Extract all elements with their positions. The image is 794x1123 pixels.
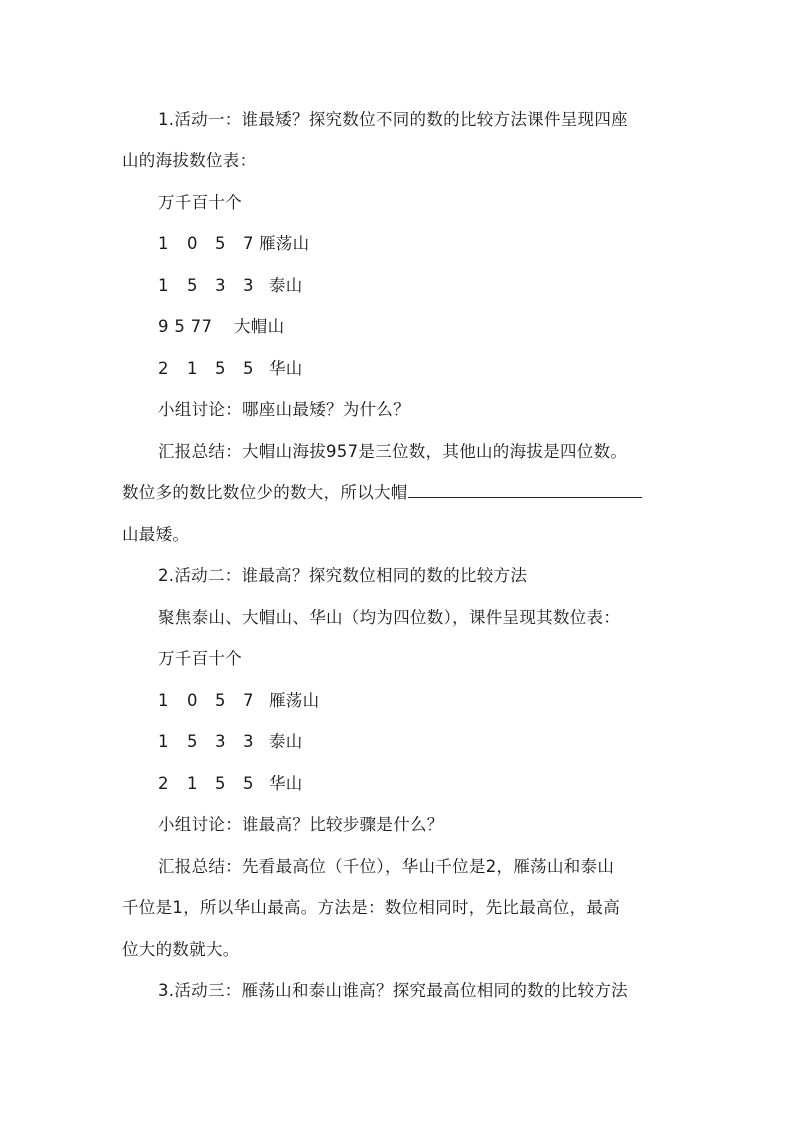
digit: 5 bbox=[243, 359, 254, 378]
discussion-1: 小组讨论：哪座山最矮？为什么？ bbox=[158, 400, 410, 419]
digit: 5 bbox=[187, 732, 198, 751]
activity-1-heading-cont: 山的海拔数位表： bbox=[122, 151, 257, 170]
digit: 3 bbox=[215, 276, 226, 295]
digit: 7 bbox=[243, 234, 254, 253]
mountain-name: 泰山 bbox=[269, 732, 303, 751]
digit: 1 bbox=[187, 359, 198, 378]
mountain-name: 雁荡山 bbox=[259, 234, 310, 253]
digit: 9 5 77 bbox=[158, 317, 213, 336]
activity-1-heading: 1.活动一：谁最矮？探究数位不同的数的比较方法课件呈现四座 bbox=[158, 110, 628, 129]
summary-1-end: 山最矮。 bbox=[122, 525, 190, 544]
summary-2-cont: 千位是1，所以华山最高。方法是：数位相同时，先比最高位，最高 bbox=[122, 898, 620, 917]
mountain-name: 泰山 bbox=[269, 276, 303, 295]
place-value-header-1: 万千百十个 bbox=[158, 193, 242, 212]
mountain-name: 大帽山 bbox=[234, 317, 285, 336]
digit: 5 bbox=[215, 359, 226, 378]
digit: 5 bbox=[187, 276, 198, 295]
digit: 2 bbox=[158, 359, 169, 378]
mountain-name: 雁荡山 bbox=[269, 691, 320, 710]
digit: 5 bbox=[215, 691, 226, 710]
table1-row-3 bbox=[158, 315, 284, 339]
table1-row-4 bbox=[158, 357, 303, 381]
digit: 7 bbox=[243, 691, 254, 710]
table2-row-3 bbox=[158, 772, 303, 796]
digit: 0 bbox=[187, 234, 198, 253]
table1-row-2 bbox=[158, 274, 303, 298]
summary-2-end: 位大的数就大。 bbox=[122, 940, 240, 959]
digit: 1 bbox=[158, 691, 169, 710]
activity-2-intro: 聚焦泰山、大帽山、华山（均为四位数），课件呈现其数位表： bbox=[158, 608, 621, 627]
table1-row-1 bbox=[158, 232, 309, 256]
digit: 3 bbox=[243, 276, 254, 295]
summary-2: 汇报总结：先看最高位（千位），华山千位是2，雁荡山和泰山 bbox=[158, 857, 615, 876]
place-value-header-2: 万千百十个 bbox=[158, 649, 242, 668]
digit: 5 bbox=[215, 774, 226, 793]
digit: 2 bbox=[158, 774, 169, 793]
digit: 0 bbox=[187, 691, 198, 710]
digit: 3 bbox=[215, 732, 226, 751]
mountain-name: 华山 bbox=[269, 359, 303, 378]
discussion-2: 小组讨论：谁最高？比较步骤是什么？ bbox=[158, 815, 444, 834]
fill-in-blank[interactable] bbox=[408, 483, 642, 498]
digit: 1 bbox=[158, 732, 169, 751]
digit: 1 bbox=[158, 234, 169, 253]
summary-1-text: 数位多的数比数位少的数大，所以大帽 bbox=[122, 483, 408, 502]
digit: 5 bbox=[215, 234, 226, 253]
digit: 1 bbox=[158, 276, 169, 295]
mountain-name: 华山 bbox=[269, 774, 303, 793]
summary-1: 汇报总结：大帽山海拔957是三位数，其他山的海拔是四位数。 bbox=[158, 442, 628, 461]
summary-1-cont bbox=[122, 481, 642, 505]
table2-row-1 bbox=[158, 689, 319, 713]
activity-2-heading: 2.活动二：谁最高？探究数位相同的数的比较方法 bbox=[158, 566, 528, 585]
digit: 3 bbox=[243, 732, 254, 751]
digit: 1 bbox=[187, 774, 198, 793]
activity-3-heading: 3.活动三：雁荡山和泰山谁高？探究最高位相同的数的比较方法 bbox=[158, 981, 628, 1000]
table2-row-2 bbox=[158, 730, 303, 754]
digit: 5 bbox=[243, 774, 254, 793]
